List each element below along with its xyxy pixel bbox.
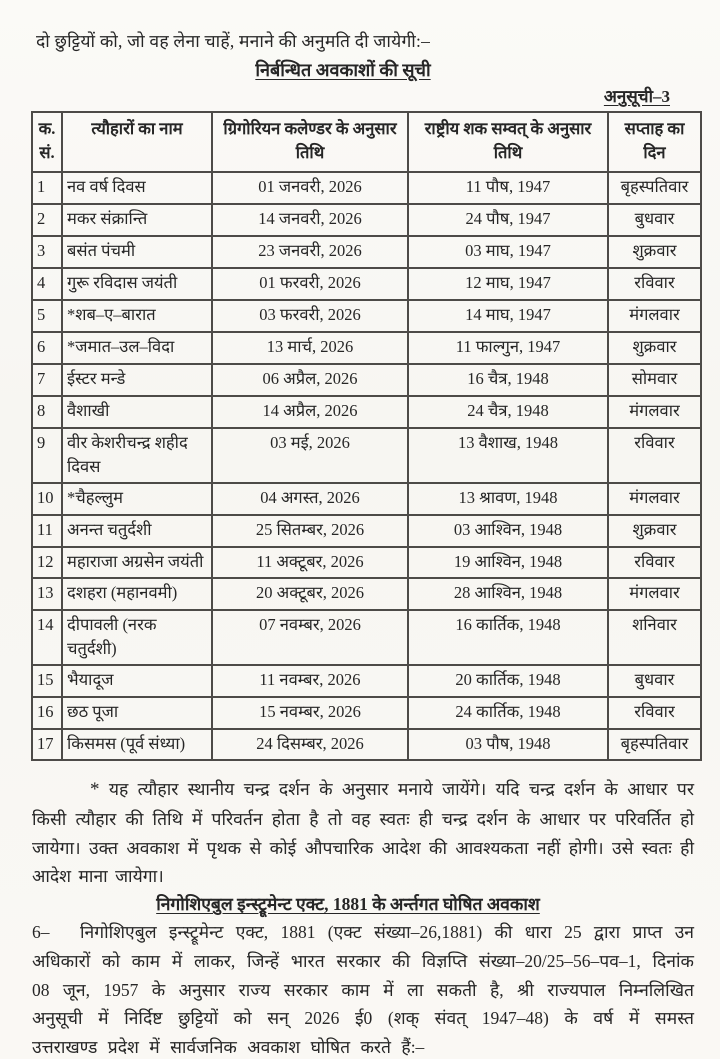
- table-row: [32, 332, 701, 364]
- serial-cell: 14: [32, 610, 62, 665]
- serial-cell: 11: [32, 515, 62, 547]
- shaka-date-cell: 03 माघ, 1947: [408, 236, 608, 268]
- intro-text: दो छुट्टियों को, जो वह लेना चाहें, मनाने की अनुमति दी जायेगी:–: [36, 31, 431, 51]
- festival-name-cell: भैयादूज: [62, 665, 212, 697]
- table-row: [32, 729, 701, 760]
- table-row: [32, 204, 701, 236]
- gregorian-date-cell: 11 अक्टूबर, 2026: [212, 547, 408, 578]
- festival-name-cell: वैशाखी: [62, 396, 212, 428]
- weekday-cell: शुक्रवार: [608, 515, 701, 547]
- serial-cell: 9: [32, 428, 62, 483]
- weekday-cell: बुधवार: [608, 204, 701, 236]
- table-row: [32, 396, 701, 428]
- gregorian-date-cell: 03 मई, 2026: [212, 428, 408, 483]
- serial-cell: 4: [32, 268, 62, 300]
- table-row: [32, 578, 701, 610]
- gregorian-date-cell: 15 नवम्बर, 2026: [212, 697, 408, 729]
- serial-cell: 6: [32, 332, 62, 364]
- table-header-row: [32, 112, 701, 172]
- shaka-date-cell: 11 पौष, 1947: [408, 172, 608, 204]
- serial-cell: 5: [32, 300, 62, 332]
- serial-cell: 2: [32, 204, 62, 236]
- gregorian-date-cell: 03 फरवरी, 2026: [212, 300, 408, 332]
- shaka-date-cell: 24 पौष, 1947: [408, 204, 608, 236]
- festival-name-cell: दशहरा (महानवमी): [62, 578, 212, 610]
- shaka-date-cell: 03 पौष, 1948: [408, 729, 608, 760]
- ni-act-paragraph: 6– निगोशिएबुल इन्स्ट्रूमेन्ट एक्ट, 1881 (एक्ट संख्या–26,1881) की धारा 25 द्वारा प्राप्त उन अधिकारों को काम में लाकर, जिन्हें भारत सरकार की विज्ञप्ति संख्या–20/25–56–पव–1, दिनांक 08 जून, 1957 के अनुसार राज्य सरकार काम में ला सकती है, श्री राज्यपाल निम्नलिखित अनुसूची में निर्दिष्ट छुट्टियों को सन् 2026 ई0 (शक् संवत् 1947–48) के वर्ष में समस्त उत्तराखण्ड प्रदेश में सार्वजनिक अवकाश घोषित करते हैं:–: [32, 918, 694, 1059]
- weekday-cell: रविवार: [608, 428, 701, 483]
- table-row: [32, 515, 701, 547]
- weekday-cell: मंगलवार: [608, 483, 701, 515]
- shaka-date-cell: 24 कार्तिक, 1948: [408, 697, 608, 729]
- shaka-date-cell: 16 कार्तिक, 1948: [408, 610, 608, 665]
- weekday-cell: शुक्रवार: [608, 236, 701, 268]
- gregorian-date-cell: 04 अगस्त, 2026: [212, 483, 408, 515]
- shaka-date-cell: 13 वैशाख, 1948: [408, 428, 608, 483]
- table-row: [32, 547, 701, 578]
- serial-cell: 10: [32, 483, 62, 515]
- serial-cell: 1: [32, 172, 62, 204]
- gregorian-date-cell: 07 नवम्बर, 2026: [212, 610, 408, 665]
- shaka-date-cell: 13 श्रावण, 1948: [408, 483, 608, 515]
- gregorian-date-cell: 11 नवम्बर, 2026: [212, 665, 408, 697]
- serial-cell: 17: [32, 729, 62, 760]
- asterisk-marker: *: [90, 778, 100, 800]
- header-weekday: सप्ताह का दिन: [608, 112, 701, 172]
- serial-cell: 8: [32, 396, 62, 428]
- holiday-table-body: [32, 172, 701, 760]
- serial-cell: 13: [32, 578, 62, 610]
- footnote-text: * यह त्यौहार स्थानीय चन्द्र दर्शन के अनुसार मनाये जायेंगे। यदि चन्द्र दर्शन के आधार पर किसी त्यौहार की तिथि में परिवर्तन होता है तो वह स्वतः ही चन्द्र दर्शन के आधार पर परिवर्तित हो जायेगा। उक्त अवकाश में पृथक से कोई औपचारिक आदेश की आवश्यकता नहीं होगी। उसे स्वतः ही आदेश माना जायेगा।: [32, 778, 694, 887]
- serial-cell: 16: [32, 697, 62, 729]
- gregorian-date-cell: 23 जनवरी, 2026: [212, 236, 408, 268]
- festival-name-cell: छठ पूजा: [62, 697, 212, 729]
- festival-name-cell: वीर केशरीचन्द्र शहीद दिवस: [62, 428, 212, 483]
- table-row: [32, 610, 701, 665]
- table-row: [32, 236, 701, 268]
- serial-cell: 7: [32, 364, 62, 396]
- shaka-date-cell: 14 माघ, 1947: [408, 300, 608, 332]
- weekday-cell: मंगलवार: [608, 300, 701, 332]
- weekday-cell: बुधवार: [608, 665, 701, 697]
- table-row: [32, 665, 701, 697]
- weekday-cell: बृहस्पतिवार: [608, 729, 701, 760]
- table-row: [32, 364, 701, 396]
- festival-name-cell: नव वर्ष दिवस: [62, 172, 212, 204]
- holiday-table: [31, 111, 702, 760]
- weekday-cell: मंगलवार: [608, 578, 701, 610]
- gregorian-date-cell: 01 फरवरी, 2026: [212, 268, 408, 300]
- weekday-cell: शुक्रवार: [608, 332, 701, 364]
- table-row: [32, 268, 701, 300]
- festival-name-cell: किसमस (पूर्व संध्या): [62, 729, 212, 760]
- table-row: [32, 483, 701, 515]
- table-row: [32, 172, 701, 204]
- serial-cell: 12: [32, 547, 62, 578]
- gregorian-date-cell: 24 दिसम्बर, 2026: [212, 729, 408, 760]
- table-row: [32, 697, 701, 729]
- shaka-date-cell: 19 आश्विन, 1948: [408, 547, 608, 578]
- festival-name-cell: *जमात–उल–विदा: [62, 332, 212, 364]
- header-shaka-date: राष्ट्रीय शक सम्वत् के अनुसार तिथि: [408, 112, 608, 172]
- festival-name-cell: दीपावली (नरक चतुर्दशी): [62, 610, 212, 665]
- weekday-cell: सोमवार: [608, 364, 701, 396]
- festival-name-cell: बसंत पंचमी: [62, 236, 212, 268]
- shaka-date-cell: 24 चैत्र, 1948: [408, 396, 608, 428]
- weekday-cell: रविवार: [608, 697, 701, 729]
- gregorian-date-cell: 13 मार्च, 2026: [212, 332, 408, 364]
- table-row: [32, 428, 701, 483]
- gregorian-date-cell: 01 जनवरी, 2026: [212, 172, 408, 204]
- festival-name-cell: *शब–ए–बारात: [62, 300, 212, 332]
- shaka-date-cell: 12 माघ, 1947: [408, 268, 608, 300]
- weekday-cell: शनिवार: [608, 610, 701, 665]
- shaka-date-cell: 28 आश्विन, 1948: [408, 578, 608, 610]
- gregorian-date-cell: 14 अप्रैल, 2026: [212, 396, 408, 428]
- shaka-date-cell: 16 चैत्र, 1948: [408, 364, 608, 396]
- shaka-date-cell: 20 कार्तिक, 1948: [408, 665, 608, 697]
- list-title: निर्बन्धित अवकाशों की सूची: [255, 60, 431, 81]
- weekday-cell: बृहस्पतिवार: [608, 172, 701, 204]
- festival-name-cell: गुरू रविदास जयंती: [62, 268, 212, 300]
- festival-name-cell: अनन्त चतुर्दशी: [62, 515, 212, 547]
- festival-name-cell: ईस्टर मन्डे: [62, 364, 212, 396]
- festival-name-cell: *चैहल्लुम: [62, 483, 212, 515]
- gregorian-date-cell: 06 अप्रैल, 2026: [212, 364, 408, 396]
- gregorian-date-cell: 20 अक्टूबर, 2026: [212, 578, 408, 610]
- weekday-cell: रविवार: [608, 268, 701, 300]
- shaka-date-cell: 03 आश्विन, 1948: [408, 515, 608, 547]
- weekday-cell: मंगलवार: [608, 396, 701, 428]
- header-festival-name: त्यौहारों का नाम: [62, 112, 212, 172]
- table-row: [32, 300, 701, 332]
- gregorian-date-cell: 14 जनवरी, 2026: [212, 204, 408, 236]
- clause-number: 6–: [32, 922, 50, 943]
- ni-act-heading: निगोशिएबुल इन्स्ट्रूमेन्ट एक्ट, 1881 के अर्न्तगत घोषित अवकाश: [156, 894, 540, 915]
- serial-cell: 3: [32, 236, 62, 268]
- serial-cell: 15: [32, 665, 62, 697]
- festival-name-cell: मकर संक्रान्ति: [62, 204, 212, 236]
- gregorian-date-cell: 25 सितम्बर, 2026: [212, 515, 408, 547]
- header-serial: क. सं.: [32, 112, 62, 172]
- schedule-label: अनुसूची–3: [603, 87, 670, 107]
- shaka-date-cell: 11 फाल्गुन, 1947: [408, 332, 608, 364]
- header-gregorian-date: ग्रिगोरियन कलेण्डर के अनुसार तिथि: [212, 112, 408, 172]
- weekday-cell: रविवार: [608, 547, 701, 578]
- festival-name-cell: महाराजा अग्रसेन जयंती: [62, 547, 212, 578]
